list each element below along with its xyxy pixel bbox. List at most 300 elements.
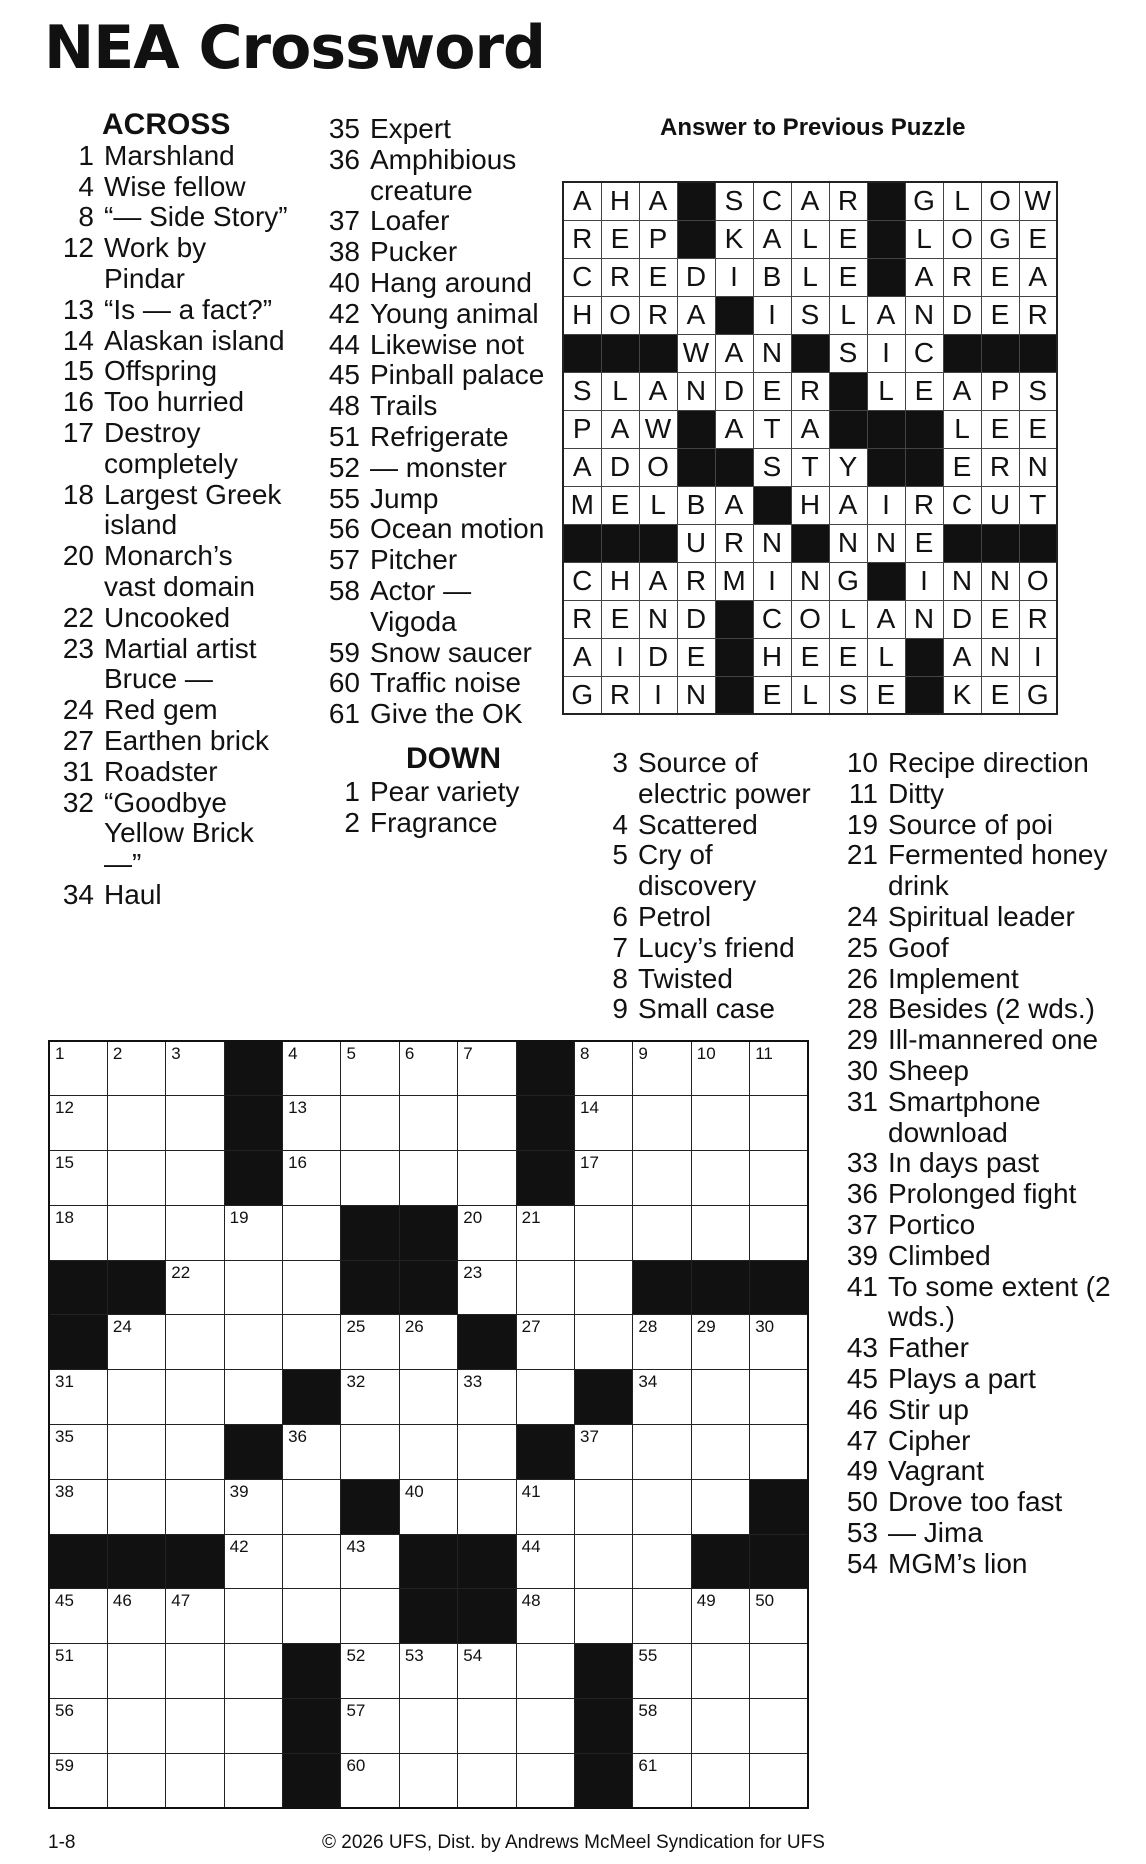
- down-clue: [584, 748, 824, 810]
- answer-black-square: [677, 410, 715, 448]
- answer-letter-cell: P: [981, 372, 1019, 410]
- grid-cell[interactable]: [575, 1425, 633, 1480]
- answer-black-square: [905, 410, 943, 448]
- grid-cell[interactable]: [49, 1151, 107, 1206]
- answer-letter-cell: O: [639, 448, 677, 486]
- grid-cell[interactable]: [49, 1205, 107, 1260]
- grid-cell[interactable]: [575, 1096, 633, 1151]
- grid-cell[interactable]: [399, 1041, 457, 1096]
- grid-cell[interactable]: [341, 1534, 399, 1589]
- grid-cell[interactable]: [399, 1315, 457, 1370]
- grid-cell[interactable]: [166, 1205, 224, 1260]
- cell-number: 14: [580, 1098, 599, 1118]
- grid-cell[interactable]: [341, 1644, 399, 1699]
- cell-number: 42: [229, 1536, 249, 1556]
- grid-cell[interactable]: [107, 1315, 165, 1370]
- answer-black-square: [943, 524, 981, 562]
- clue-text: Amphibious creature: [370, 143, 517, 206]
- clue-text: Besides (2 wds.): [888, 993, 1095, 1025]
- down-heading: DOWN: [406, 741, 501, 775]
- answer-black-square: [677, 182, 715, 220]
- grid-cell[interactable]: [633, 1753, 691, 1808]
- down-clue: [834, 1210, 1114, 1241]
- across-clue: [50, 356, 290, 387]
- across-clue: [316, 360, 551, 391]
- clue-number: 11: [848, 777, 878, 809]
- grid-cell[interactable]: [224, 1370, 282, 1425]
- grid-cell[interactable]: [691, 1151, 749, 1206]
- grid-cell[interactable]: [458, 1260, 516, 1315]
- grid-cell[interactable]: [458, 1370, 516, 1425]
- across-clues-column-2: [316, 114, 551, 838]
- answer-letter-cell: T: [753, 410, 791, 448]
- cell-number: 54: [463, 1646, 483, 1666]
- grid-cell[interactable]: [691, 1699, 749, 1754]
- answer-letter-cell: S: [829, 676, 867, 714]
- black-square: [516, 1041, 574, 1096]
- grid-cell[interactable]: [166, 1096, 224, 1151]
- clue-number: 3: [612, 747, 628, 778]
- grid-cell[interactable]: [283, 1041, 341, 1096]
- cell-number: 23: [463, 1262, 483, 1282]
- answer-black-square: [791, 334, 829, 372]
- grid-cell[interactable]: [750, 1753, 808, 1808]
- clue-number: 37: [328, 205, 360, 237]
- black-square: [458, 1315, 516, 1370]
- grid-cell[interactable]: [399, 1096, 457, 1151]
- answer-letter-cell: R: [715, 524, 753, 562]
- grid-cell[interactable]: [458, 1479, 516, 1534]
- grid-cell[interactable]: [341, 1096, 399, 1151]
- clue-number: 31: [846, 1085, 878, 1117]
- grid-cell[interactable]: [341, 1370, 399, 1425]
- clue-text: Prolonged fight: [888, 1178, 1077, 1210]
- black-square: [166, 1534, 224, 1589]
- down-clue: [834, 1518, 1114, 1549]
- grid-cell[interactable]: [341, 1589, 399, 1644]
- clue-text: Petrol: [638, 900, 712, 932]
- answer-letter-cell: E: [981, 676, 1019, 714]
- clue-number: 55: [328, 482, 360, 514]
- grid-cell[interactable]: [691, 1479, 749, 1534]
- clue-text: Pitcher: [370, 544, 458, 576]
- grid-cell[interactable]: [224, 1699, 282, 1754]
- cell-number: 6: [404, 1044, 415, 1063]
- clue-number: 20: [62, 540, 94, 572]
- grid-cell[interactable]: [691, 1425, 749, 1480]
- clue-number: 36: [846, 1178, 878, 1210]
- grid-cell[interactable]: [166, 1315, 224, 1370]
- grid-cell[interactable]: [516, 1644, 574, 1699]
- answer-letter-cell: S: [753, 448, 791, 486]
- grid-cell[interactable]: [341, 1041, 399, 1096]
- clue-text: Goof: [888, 931, 949, 963]
- copyright-notice: © 2026 UFS, Dist. by Andrews McMeel Syndication for UFS: [322, 1832, 825, 1853]
- down-clue: [834, 779, 1114, 810]
- across-clue: [316, 638, 551, 669]
- grid-cell[interactable]: [399, 1699, 457, 1754]
- down-clue: [834, 1087, 1114, 1149]
- grid-cell[interactable]: [224, 1644, 282, 1699]
- black-square: [341, 1479, 399, 1534]
- grid-cell[interactable]: [633, 1205, 691, 1260]
- answer-letter-cell: L: [829, 296, 867, 334]
- answer-letter-cell: N: [1019, 448, 1057, 486]
- down-clue: [316, 808, 551, 839]
- grid-cell[interactable]: [283, 1479, 341, 1534]
- cell-number: 45: [55, 1591, 74, 1611]
- grid-cell[interactable]: [633, 1589, 691, 1644]
- grid-cell[interactable]: [166, 1644, 224, 1699]
- grid-cell[interactable]: [49, 1425, 107, 1480]
- grid-cell[interactable]: [516, 1479, 574, 1534]
- clue-number: 37: [846, 1208, 878, 1240]
- clue-number: 14: [62, 324, 94, 356]
- cell-number: 21: [521, 1207, 541, 1227]
- grid-cell[interactable]: [224, 1205, 282, 1260]
- grid-cell[interactable]: [691, 1315, 749, 1370]
- grid-cell[interactable]: [107, 1589, 165, 1644]
- grid-cell[interactable]: [575, 1260, 633, 1315]
- grid-cell[interactable]: [49, 1699, 107, 1754]
- grid-cell[interactable]: [341, 1315, 399, 1370]
- down-clue: [834, 994, 1114, 1025]
- answer-black-square: [905, 448, 943, 486]
- clue-number: 1: [78, 139, 94, 171]
- answer-letter-cell: P: [563, 410, 601, 448]
- cell-number: 44: [521, 1536, 541, 1556]
- grid-cell[interactable]: [49, 1589, 107, 1644]
- grid-cell[interactable]: [633, 1315, 691, 1370]
- clue-text: Lucy’s friend: [638, 931, 795, 963]
- down-clue: [316, 777, 551, 808]
- grid-cell[interactable]: [399, 1425, 457, 1480]
- grid-cell[interactable]: [750, 1151, 808, 1206]
- black-square: [49, 1315, 107, 1370]
- across-clue: [50, 634, 290, 696]
- cell-number: 26: [404, 1317, 424, 1337]
- grid-cell[interactable]: [691, 1370, 749, 1425]
- grid-cell[interactable]: [750, 1205, 808, 1260]
- black-square: [283, 1699, 341, 1754]
- clue-number: 58: [328, 574, 360, 606]
- answer-letter-cell: C: [753, 182, 791, 220]
- clue-number: 25: [846, 931, 878, 963]
- grid-cell[interactable]: [283, 1589, 341, 1644]
- grid-cell[interactable]: [516, 1753, 574, 1808]
- grid-cell[interactable]: [399, 1644, 457, 1699]
- clue-text: Plays a part: [888, 1362, 1036, 1394]
- grid-cell[interactable]: [166, 1425, 224, 1480]
- answer-letter-cell: L: [791, 258, 829, 296]
- across-clue: [50, 695, 290, 726]
- grid-cell[interactable]: [166, 1151, 224, 1206]
- down-clue: [834, 810, 1114, 841]
- grid-cell[interactable]: [750, 1096, 808, 1151]
- grid-cell[interactable]: [49, 1096, 107, 1151]
- down-clue: [834, 1056, 1114, 1087]
- answer-letter-cell: S: [1019, 372, 1057, 410]
- grid-cell[interactable]: [516, 1260, 574, 1315]
- cell-number: 35: [55, 1427, 74, 1447]
- answer-letter-cell: A: [563, 448, 601, 486]
- grid-cell[interactable]: [224, 1315, 282, 1370]
- black-square: [224, 1096, 282, 1151]
- answer-letter-cell: R: [829, 182, 867, 220]
- black-square: [458, 1589, 516, 1644]
- grid-cell[interactable]: [107, 1425, 165, 1480]
- grid-cell[interactable]: [107, 1205, 165, 1260]
- across-clue: [50, 387, 290, 418]
- across-clue: [316, 114, 551, 145]
- clue-text: Destroy completely: [104, 416, 238, 479]
- grid-cell[interactable]: [458, 1753, 516, 1808]
- grid-cell[interactable]: [166, 1753, 224, 1808]
- grid-cell[interactable]: [458, 1425, 516, 1480]
- across-clue: [50, 295, 290, 326]
- grid-cell[interactable]: [283, 1096, 341, 1151]
- cell-number: 61: [638, 1755, 658, 1775]
- grid-cell[interactable]: [750, 1644, 808, 1699]
- grid-cell[interactable]: [166, 1260, 224, 1315]
- grid-cell[interactable]: [458, 1205, 516, 1260]
- grid-cell[interactable]: [458, 1041, 516, 1096]
- clue-number: 17: [62, 416, 94, 448]
- answer-black-square: [943, 334, 981, 372]
- down-clue: [834, 1395, 1114, 1426]
- answer-letter-cell: L: [905, 220, 943, 258]
- grid-cell[interactable]: [283, 1315, 341, 1370]
- answer-black-square: [639, 524, 677, 562]
- answer-letter-cell: E: [1019, 410, 1057, 448]
- grid-cell[interactable]: [49, 1370, 107, 1425]
- across-clue: [316, 206, 551, 237]
- grid-cell[interactable]: [107, 1644, 165, 1699]
- grid-cell[interactable]: [224, 1589, 282, 1644]
- grid-cell[interactable]: [107, 1699, 165, 1754]
- grid-cell[interactable]: [516, 1699, 574, 1754]
- down-clue: [834, 902, 1114, 933]
- grid-cell[interactable]: [399, 1370, 457, 1425]
- cell-number: 37: [580, 1427, 599, 1447]
- cell-number: 22: [171, 1262, 191, 1282]
- grid-cell[interactable]: [49, 1041, 107, 1096]
- grid-cell[interactable]: [516, 1370, 574, 1425]
- grid-cell[interactable]: [691, 1096, 749, 1151]
- answer-letter-cell: S: [715, 182, 753, 220]
- black-square: [399, 1205, 457, 1260]
- answer-letter-cell: R: [601, 258, 639, 296]
- grid-cell[interactable]: [49, 1479, 107, 1534]
- answer-letter-cell: E: [867, 676, 905, 714]
- cell-number: 15: [55, 1153, 74, 1173]
- grid-cell[interactable]: [224, 1260, 282, 1315]
- answer-letter-cell: I: [1019, 638, 1057, 676]
- grid-cell[interactable]: [224, 1479, 282, 1534]
- down-clue: [834, 1241, 1114, 1272]
- grid-cell[interactable]: [107, 1753, 165, 1808]
- cell-number: 29: [696, 1317, 716, 1337]
- grid-cell[interactable]: [633, 1534, 691, 1589]
- grid-cell[interactable]: [399, 1753, 457, 1808]
- answer-black-square: [715, 600, 753, 638]
- grid-cell[interactable]: [283, 1205, 341, 1260]
- clue-text: Haul: [104, 878, 162, 910]
- grid-cell[interactable]: [691, 1205, 749, 1260]
- black-square: [341, 1260, 399, 1315]
- grid-cell[interactable]: [341, 1425, 399, 1480]
- black-square: [283, 1370, 341, 1425]
- answer-black-square: [563, 524, 601, 562]
- grid-cell[interactable]: [341, 1151, 399, 1206]
- cell-number: 9: [638, 1044, 648, 1063]
- grid-cell[interactable]: [750, 1041, 808, 1096]
- answer-letter-cell: N: [905, 296, 943, 334]
- grid-cell[interactable]: [750, 1315, 808, 1370]
- black-square: [283, 1644, 341, 1699]
- grid-cell[interactable]: [341, 1699, 399, 1754]
- answer-letter-cell: O: [1019, 562, 1057, 600]
- grid-cell[interactable]: [575, 1041, 633, 1096]
- grid-cell[interactable]: [399, 1151, 457, 1206]
- grid-cell[interactable]: [516, 1205, 574, 1260]
- grid-cell[interactable]: [107, 1041, 165, 1096]
- grid-cell[interactable]: [107, 1151, 165, 1206]
- grid-cell[interactable]: [691, 1589, 749, 1644]
- grid-cell[interactable]: [633, 1370, 691, 1425]
- grid-cell[interactable]: [633, 1425, 691, 1480]
- black-square: [750, 1260, 808, 1315]
- grid-cell[interactable]: [750, 1589, 808, 1644]
- clue-number: 56: [328, 513, 360, 545]
- answer-letter-cell: G: [981, 220, 1019, 258]
- clue-number: 28: [846, 993, 878, 1025]
- cell-number: 11: [755, 1044, 773, 1063]
- grid-cell[interactable]: [691, 1041, 749, 1096]
- grid-cell[interactable]: [575, 1479, 633, 1534]
- grid-cell[interactable]: [283, 1151, 341, 1206]
- answer-letter-cell: I: [639, 676, 677, 714]
- grid-cell[interactable]: [458, 1151, 516, 1206]
- grid-cell[interactable]: [224, 1534, 282, 1589]
- clue-number: 18: [62, 478, 94, 510]
- answer-letter-cell: E: [639, 258, 677, 296]
- grid-cell[interactable]: [575, 1589, 633, 1644]
- grid-cell[interactable]: [633, 1041, 691, 1096]
- grid-cell[interactable]: [166, 1479, 224, 1534]
- grid-cell[interactable]: [166, 1589, 224, 1644]
- clue-number: 9: [612, 993, 628, 1025]
- grid-cell[interactable]: [341, 1753, 399, 1808]
- answer-black-square: [791, 524, 829, 562]
- answer-letter-cell: E: [601, 220, 639, 258]
- across-clue: [316, 668, 551, 699]
- grid-cell[interactable]: [166, 1699, 224, 1754]
- grid-cell[interactable]: [107, 1479, 165, 1534]
- grid-cell[interactable]: [750, 1699, 808, 1754]
- grid-cell[interactable]: [516, 1589, 574, 1644]
- answer-black-square: [1019, 334, 1057, 372]
- grid-cell[interactable]: [691, 1644, 749, 1699]
- clue-text: Wise fellow: [104, 170, 246, 202]
- answer-letter-cell: O: [601, 296, 639, 334]
- cell-number: 34: [638, 1372, 658, 1392]
- answer-letter-cell: O: [943, 220, 981, 258]
- grid-cell[interactable]: [166, 1370, 224, 1425]
- clue-number: 39: [846, 1239, 878, 1271]
- grid-cell[interactable]: [516, 1315, 574, 1370]
- grid-cell[interactable]: [107, 1096, 165, 1151]
- grid-cell[interactable]: [750, 1370, 808, 1425]
- grid-cell[interactable]: [224, 1753, 282, 1808]
- grid-cell[interactable]: [399, 1479, 457, 1534]
- answer-letter-cell: A: [753, 220, 791, 258]
- cell-number: 27: [521, 1317, 541, 1337]
- grid-cell[interactable]: [633, 1151, 691, 1206]
- grid-cell[interactable]: [49, 1753, 107, 1808]
- black-square: [691, 1534, 749, 1589]
- answer-letter-cell: E: [601, 600, 639, 638]
- down-clues-column-1: [584, 748, 824, 1025]
- answer-letter-cell: U: [981, 486, 1019, 524]
- answer-letter-cell: D: [715, 372, 753, 410]
- grid-cell[interactable]: [458, 1644, 516, 1699]
- across-clue: [316, 576, 551, 638]
- answer-letter-cell: G: [829, 562, 867, 600]
- grid-cell[interactable]: [283, 1425, 341, 1480]
- grid-cell[interactable]: [166, 1041, 224, 1096]
- grid-cell[interactable]: [575, 1534, 633, 1589]
- grid-cell[interactable]: [575, 1315, 633, 1370]
- grid-cell[interactable]: [283, 1534, 341, 1589]
- clue-text: Father: [888, 1332, 969, 1364]
- answer-letter-cell: E: [601, 486, 639, 524]
- cell-number: 53: [404, 1646, 424, 1666]
- cell-number: 33: [463, 1372, 483, 1392]
- answer-black-square: [867, 258, 905, 296]
- grid-cell[interactable]: [575, 1205, 633, 1260]
- clue-number: 6: [612, 900, 628, 932]
- grid-cell[interactable]: [516, 1534, 574, 1589]
- clue-text: Snow saucer: [370, 636, 532, 668]
- black-square: [399, 1534, 457, 1589]
- grid-cell[interactable]: [458, 1699, 516, 1754]
- answer-letter-cell: D: [677, 258, 715, 296]
- grid-cell[interactable]: [283, 1260, 341, 1315]
- cell-number: 39: [229, 1481, 249, 1501]
- grid-cell[interactable]: [633, 1479, 691, 1534]
- grid-cell[interactable]: [633, 1644, 691, 1699]
- answer-letter-cell: E: [905, 524, 943, 562]
- grid-cell[interactable]: [575, 1151, 633, 1206]
- grid-cell[interactable]: [633, 1699, 691, 1754]
- grid-cell[interactable]: [691, 1753, 749, 1808]
- clue-number: 4: [612, 808, 628, 840]
- grid-cell[interactable]: [750, 1425, 808, 1480]
- grid-cell[interactable]: [633, 1096, 691, 1151]
- answer-letter-cell: M: [563, 486, 601, 524]
- grid-cell[interactable]: [458, 1096, 516, 1151]
- black-square: [107, 1260, 165, 1315]
- cell-number: 5: [346, 1044, 356, 1063]
- answer-letter-cell: W: [639, 410, 677, 448]
- black-square: [575, 1699, 633, 1754]
- answer-letter-cell: A: [905, 258, 943, 296]
- across-clue: [316, 391, 551, 422]
- grid-cell[interactable]: [49, 1644, 107, 1699]
- answer-letter-cell: N: [905, 600, 943, 638]
- grid-cell[interactable]: [107, 1370, 165, 1425]
